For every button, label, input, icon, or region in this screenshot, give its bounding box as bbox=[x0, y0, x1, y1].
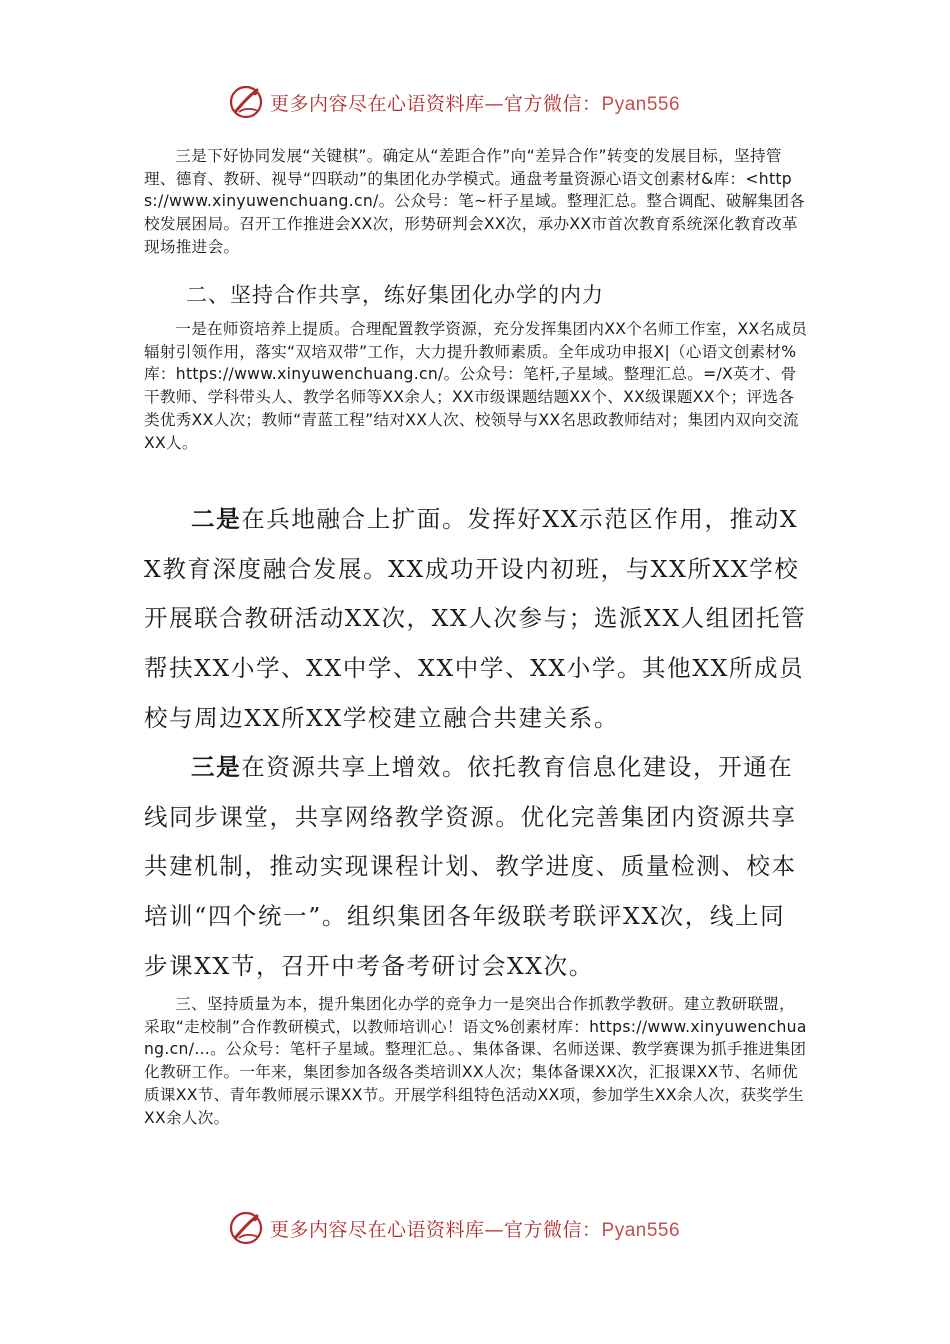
paragraph-teacher-training: 一是在师资培养上提质。合理配置教学资源，充分发挥集团内XX个名师工作室，XX名成员辐射引领作用，落实“双培双带”工作，大力提升教师素质。全年成功申报X|（心语文创素材%库：https://www.xinyuwenchuang.cn/。公众号：笔杆,子星域。整理汇总。=/X英才、骨干教师、学科带头人、教学名师等XX余人；XX市级课题结题XX个、XX级课题XX个；评选各类优秀XX人次；教师“青蓝工程”结对XX人次、校领导与XX名思政教师结对；集团内双向交流XX人。 bbox=[144, 320, 808, 452]
section-heading-2: 二、坚持合作共享，练好集团化办学的内力 bbox=[186, 283, 604, 307]
banner-text: 更多内容尽在心语资料库—官方微信：Pyan556 bbox=[270, 1218, 681, 1241]
paragraph-body: 在兵地融合上扩面。发挥好XX示范区作用，推动XX教育深度融合发展。XX成功开设内初班，与XX所XX学校开展联合教研活动XX次，XX人次参与；选派XX人组团托管帮扶XX小学、XX中学、XX中学、XX小学。其他XX所成员校与周边XX所XX学校建立融合共建关系。 bbox=[144, 505, 807, 732]
banner-text: 更多内容尽在心语资料库—官方微信：Pyan556 bbox=[270, 92, 681, 115]
paragraph-resource-sharing bbox=[144, 743, 808, 992]
section-heading-block bbox=[144, 277, 808, 313]
pen-logo-icon bbox=[228, 84, 264, 120]
text-block-4 bbox=[144, 743, 808, 992]
text-block-1 bbox=[144, 145, 808, 259]
paragraph-lead: 三是 bbox=[191, 753, 242, 781]
text-block-3 bbox=[144, 495, 808, 744]
header-banner bbox=[228, 82, 748, 122]
paragraph-coordinated-development: 三是下好协同发展“关键棋”。确定从“差距合作”向“差异合作”转变的发展目标，坚持管理、德育、教研、视导“四联动”的集团化办学模式。通盘考量资源心语文创素材&库：<https://www.xinyuwenchuang.cn/。公众号：笔~杆子星域。整理汇总。整合调配、破解集团各校发展困局。召开工作推进会XX次，形势研判会XX次，承办XX市首次教育系统深化教育改革现场推进会。 bbox=[144, 147, 806, 256]
paragraph-body: 在资源共享上增效。依托教育信息化建设，开通在线同步课堂，共享网络教学资源。优化完善集团内资源共享共建机制，推动实现课程计划、教学进度、质量检测、校本培训“四个统一”。组织集团各年级联考联评XX次，线上同步课XX节，召开中考备考研讨会XX次。 bbox=[144, 753, 797, 980]
banner-contact: Pyan556 bbox=[601, 1219, 681, 1241]
text-block-5 bbox=[144, 993, 808, 1129]
banner-contact: Pyan556 bbox=[601, 93, 681, 115]
pen-logo-icon bbox=[228, 1210, 264, 1246]
footer-banner bbox=[228, 1208, 748, 1248]
paragraph-integration bbox=[144, 495, 808, 744]
paragraph-lead: 二是 bbox=[191, 505, 242, 533]
text-block-2 bbox=[144, 318, 808, 454]
paragraph-quality-first: 三、坚持质量为本，提升集团化办学的竞争力一是突出合作抓教学教研。建立教研联盟，采取“走校制”合作教研模式，以教师培训心！语文%创素材库：https://www.xinyuwenchuang.cn/…。公众号：笔杆子星域。整理汇总。、集体备课、名师送课、教学赛课为抓手推进集团化教研工作。一年来，集团参加各级各类培训XX人次；集体备课XX次，汇报课XX节、名师优质课XX节、青年教师展示课XX节。开展学科组特色活动XX项，参加学生XX余人次，获奖学生XX余人次。 bbox=[144, 995, 807, 1127]
